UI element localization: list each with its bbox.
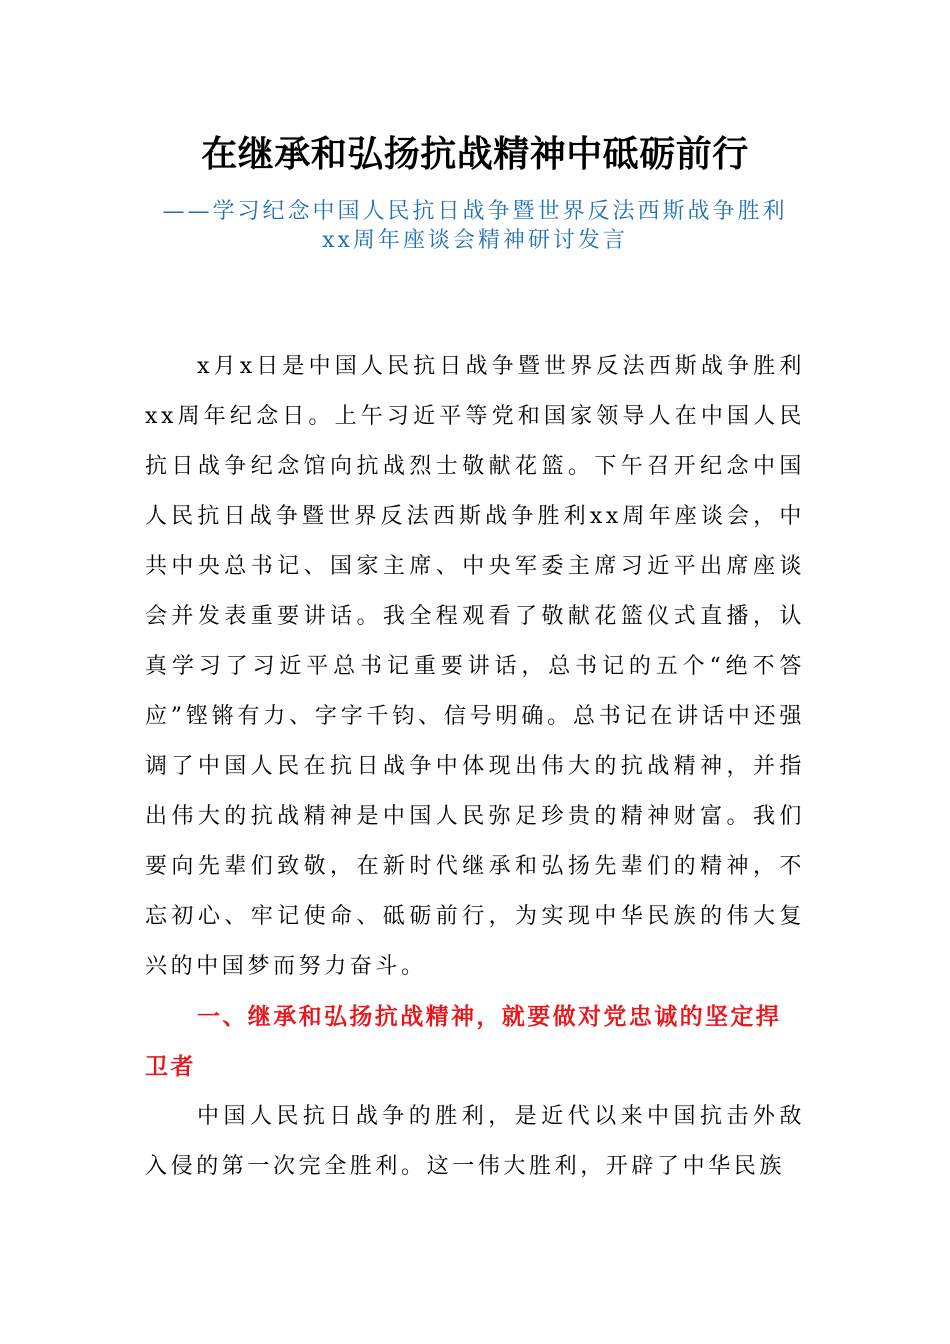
document-body — [145, 342, 805, 1192]
document-title: 在继承和弘扬抗战精神中砥砺前行 — [201, 133, 749, 175]
body-paragraph-1: x月x日是中国人民抗日战争暨世界反法西斯战争胜利xx周年纪念日。上午习近平等党和国家领导人在中国人民抗日战争纪念馆向抗战烈士敬献花篮。下午召开纪念中国人民抗日战争暨世界反法西斯战争胜利xx周年座谈会，中共中央总书记、国家主席、中央军委主席习近平出席座谈会并发表重要讲话。我全程观看了敬献花篮仪式直播，认真学习了习近平总书记重要讲话，总书记的五个“绝不答应”铿锵有力、字字千钧、信号明确。总书记在讲话中还强调了中国人民在抗日战争中体现出伟大的抗战精神，并指出伟大的抗战精神是中国人民弥足珍贵的精神财富。我们要向先辈们致敬，在新时代继承和弘扬先辈们的精神，不忘初心、牢记使命、砥砺前行，为实现中华民族的伟大复兴的中国梦而努力奋斗。 — [145, 354, 805, 979]
section-heading-1: 一、继承和弘扬抗战精神，就要做对党忠诚的坚定捍卫者 — [145, 1004, 782, 1080]
document-subtitle-line1: ——学习纪念中国人民抗日战争暨世界反法西斯战争胜利 — [162, 199, 788, 224]
document-subtitle-line2: xx周年座谈会精神研讨发言 — [322, 228, 628, 253]
body-paragraph-2: 中国人民抗日战争的胜利，是近代以来中国抗击外敌入侵的第一次完全胜利。这一伟大胜利，开辟了中华民族 — [145, 1104, 805, 1179]
